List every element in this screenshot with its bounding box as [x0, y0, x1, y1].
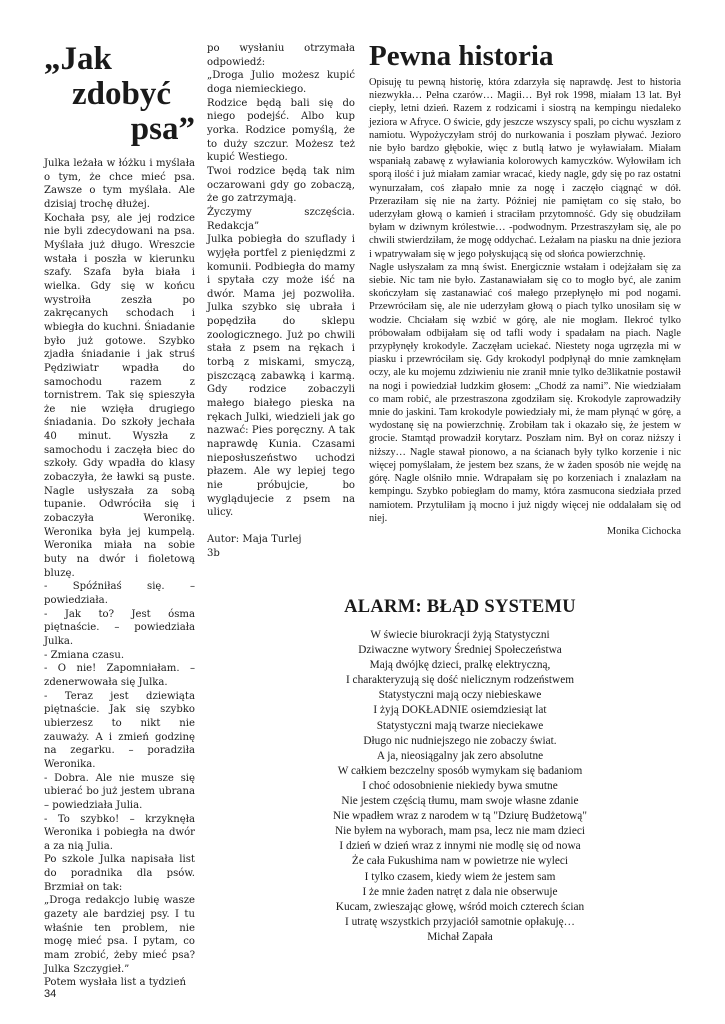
paragraph: - Teraz jest dziewiąta piętnaście. Jak się szybko ubierzesz to nikt nie zauważy. A i zmień godzinę na zegarku. – poradziła Weronika.: [44, 690, 195, 770]
paragraph: Potem wysłała list a tydzień: [44, 977, 186, 989]
poem-line: W świecie biurokracji żyją Statystyczni: [370, 629, 550, 641]
poem-line: Nie byłem na wyborach, mam psa, lecz nie mam dzieci: [334, 825, 585, 838]
paragraph: - O nie! Zapomniałam. – zdenerwowała się Julka.: [44, 663, 195, 688]
paragraph: - Jak to? Jest ósma piętnaście. – powiedziała Julka.: [44, 608, 195, 647]
author-class: 3b: [207, 547, 220, 559]
poem-title: ALARM: BŁĄD SYSTEMU: [344, 597, 576, 617]
story-title-line-3: psa”: [130, 111, 195, 147]
paragraph: - Zmiana czasu.: [44, 649, 125, 661]
paragraph: Julka pobiegła do szuflady i wyjęła portfel z pieniędzmi z komunii. Podbiegła do mamy i spytała czy może iść na dwór. Mama jej pozwoliła. Julka szybko się ubrała i popędziła do sklepu zoologicznego. Już po chwili stała z psem na rękach i torbą z miskami, smyczą, piszczącą zabawką i karmą. Gdy rodzice zobaczyli małego białego pieska na rękach Julki, wiedzieli jak go nazwać: Pies poręczny. A tak naprawdę Kunia. Czasami nieposłuszeństwo uchodzi płazem. Ale wy lepiej tego nie próbujcie, bo wyglądujecie z psem na ulicy.: [207, 234, 355, 519]
poem-line: A ja, nieosiągalny jak zero absolutne: [376, 749, 544, 762]
story-title: [44, 42, 195, 147]
poem-line: I charakteryzują się dość nielicznym rodzeństwem: [345, 674, 575, 687]
story-author: [207, 533, 355, 560]
poem-line: Nie wpadłem wraz z narodem w tą "Dziurę Budżetową": [333, 810, 587, 823]
paragraph: „Droga Julio możesz kupić doga niemieckiego.: [207, 70, 355, 95]
story-body-column-2: [207, 42, 355, 520]
story-2-signature: Monika Cichocka: [606, 525, 681, 537]
story-title-line-2: zdobyć: [72, 76, 171, 112]
poem-author: Michał Zapała: [427, 930, 493, 943]
paragraph: - To szybko! – krzyknęła Weronika i pobiegła na dwór a za nią Julia.: [44, 813, 195, 852]
poem-line: I dzień w dzień wraz z innymi nie modlę się od nowa: [339, 840, 581, 853]
poem-lines: [265, 628, 655, 945]
poem-line: Dziwaczne wytwory Średniej Społeczeństwa: [358, 644, 562, 657]
story-pewna-historia: [369, 40, 681, 538]
story-jak-zdobyc-psa-column-1: [44, 42, 195, 990]
story-body-column-1: [44, 157, 195, 990]
poem-line: W całkiem bezczelny sposób wymykam się badaniom: [337, 764, 583, 777]
poem-line: Że cała Fukushima nam w powietrze nie wyleci: [351, 855, 569, 868]
poem-line: Statystyczni mają twarze nieciekawe: [376, 719, 544, 732]
story-2-body: [369, 76, 681, 525]
poem-line: I tylko czasem, kiedy wiem że jestem sam: [364, 870, 556, 883]
poem-line: I utratę wszystkich przyjaciół samotnie opłakuję…: [345, 915, 575, 928]
poem-line: Statystyczni mają oczy niebieskawe: [378, 689, 542, 702]
poem-line: Mają dwójkę dzieci, pralkę elektryczną,: [369, 659, 551, 672]
paragraph: - Dobra. Ale nie musze się ubierać bo już jestem ubrana – powiedziała Julia.: [44, 772, 195, 811]
paragraph: Julka leżała w łóżku i myślała o tym, że chce mieć psa. Zawsze o tym myślała. Ale dzisiaj trochę dłużej.: [44, 158, 195, 210]
poem-line: I żyją DOKŁADNIE osiemdziesiąt lat: [373, 704, 547, 717]
page-number: 34: [44, 988, 57, 1000]
poem-alarm-blad-systemu: [265, 596, 655, 945]
paragraph: Życzymy szczęścia. Redakcja”: [207, 206, 355, 232]
paragraph: Po szkole Julka napisała list do poradnika dla psów. Brzmiał on tak:: [44, 854, 195, 893]
story-jak-zdobyc-psa-column-2: [207, 42, 355, 560]
paragraph: Kochała psy, ale jej rodzice nie byli zdecydowani na psa. Myślała już długo. Wreszcie wstała i poszła w kierunku szafy. Szafa była biała i wielka. Gdy się w końcu wystroiła zeszła po zakręcanych schodach i wbiegła do kuchni. Śniadanie było już gotowe. Szybko zjadła śniadanie i jak struś Pędziwiatr wpadła do samochodu razem z tornistrem. Tak się spieszyła że nie wzięła drugiego śniadania. Do szkoły jechała 40 minut. Wyszła z samochodu i zaczęła biec do szkoły. Gdy wpadła do klasy zobaczyła, że ławki są puste. Nagle usłyszała za sobą tupanie. Odwróciła się i zobaczyła Weronikę. Weronika była jej kumpelą. Weronika miała na sobie buty na dwór i fioletową bluzę.: [44, 212, 195, 579]
paragraph: Opisuję tu pewną historię, która zdarzyła się naprawdę. Jest to historia niezwykła… Pełna czarów… Magii… Był rok 1998, miałam 13 lat. Był ciepły, letni dzień. Razem z rodzicami i siostrą na kempingu niedaleko jeziora w Afryce. O świcie, gdy jeszcze wszyscy spali, po cichu wyszłam z namiotu. Wypożyczyłam strój do nurkowania i poszłam pływać. Jezioro nie było bardzo głębokie, więc z butlą łatwo je wyławiałam. Miałam wspaniałą zabawę z wyławiania kolorowych kamyczków. Wyłowiłam ich sporą ilość i już miałam zamiar wracać, kiedy nagle, gdy się po raz ostatni wynurzałam, coś złapało mnie za nogę i zaczęło ciągnąć w dół. Przeraziłam się nie na żarty. Później nie pamiętam co się stało, bo uderzyłam głową o kamień i straciłam przytomność. Gdy się obudziłam byłam w dziwnym królestwie… -podwodnym. Przestraszyłam się, ale po chwili stwierdziłam, że mogę oddychać. Leżałam na piasku na dnie jeziora i wpatrywałam się w jego połyskującą się od słońca powierzchnię.: [369, 77, 681, 260]
paragraph: po wysłaniu otrzymała odpowiedź:: [207, 43, 355, 68]
poem-line: I choć odosobnienie niekiedy bywa smutne: [362, 779, 558, 792]
story-2-title: Pewna historia: [369, 40, 554, 72]
paragraph: - Spóźniłaś się. – powiedziała.: [44, 581, 195, 606]
paragraph: Nagle usłyszałam za mną świst. Energicznie wstałam i odejżałam się za siebie. Nic tam nie było. Zastanawiałam się co to mogło być, ale zanim skończyłam się zastanawiać coś małego przepłynęło mi pod nogami. Przewróciłam się, ale nie uderzyłam głową o piach tylko unosiłam się w wodzie. Chciałam się wzbić w górę, ale nie mogłam. Ilekroć tylko próbowałam odbijałam się od tafli wody i spadałam na piach. Nagle przypłynęły krokodyle. Zaczęłam uciekać. Niestety noga ugrzęzła mi w piasku i przewróciłam się. Gdy krokodyl podpłynął do mnie zamknęłam oczy, ale ku mojemu zdziwieniu nie zranił mnie tylko de3likatnie postawił na nogi i powiedział ludzkim głosem: „Chodź za nami”. Nie wiedziałam co mam robić, ale przestraszona zgodziłam się. Krokodyle zaprowadziły mnie do jaskini. Tam krokodyle powiedziały mi, że mam płynąć w górę, a wydostanę się na powierzchnię. Zrobiłam tak i okazało się, że jestem w grocie. Stamtąd prowadził korytarz. Poszłam nim. Był on coraz niższy i niższy… Nagle stawał pionowo, a na ścianach były tylko korzenie i nic więcej pomyślałam, że jestem bez szans, że w żaden sposób nie wejdę na górę. Nagle olśniło mnie. Wdrapałam się po korzeniach i znalazłam na kempingu. Szybko pobiegłam do mamy, która zasmucona siedziała przed namiotem. Przytuliłam ją mocno i już nigdy więcej nie oddalałam się od niej.: [369, 261, 681, 524]
poem-line: I że mnie żaden natręt z dala nie obserwuje: [362, 885, 558, 898]
paragraph: „Droga redakcjo lubię wasze gazety ale bardziej psy. I tu właśnie ten problem, nie mogę mieć psa. I pytam, co mam zrobić, żeby mieć psa? Julka Szczygieł.”: [44, 895, 195, 975]
poem-line: Kucam, zwieszając głowę, wśród moich czterech ścian: [335, 900, 585, 913]
poem-line: Nie jestem częścią tłumu, mam swoje własne zdanie: [341, 795, 579, 808]
author-name: Autor: Maja Turlej: [207, 533, 302, 545]
paragraph: Rodzice będą bali się do niego podejść. Albo kup yorka. Rodzice pomyślą, że to duży szczur. Możesz też kupić Westiego.: [207, 97, 355, 164]
poem-line: Długo nic nudniejszego nie zobaczy świat.: [363, 734, 557, 747]
paragraph: Twoi rodzice będą tak nim oczarowani gdy go zobaczą, że go zatrzymają.: [207, 165, 355, 205]
story-title-line-1: „Jak: [44, 41, 112, 77]
